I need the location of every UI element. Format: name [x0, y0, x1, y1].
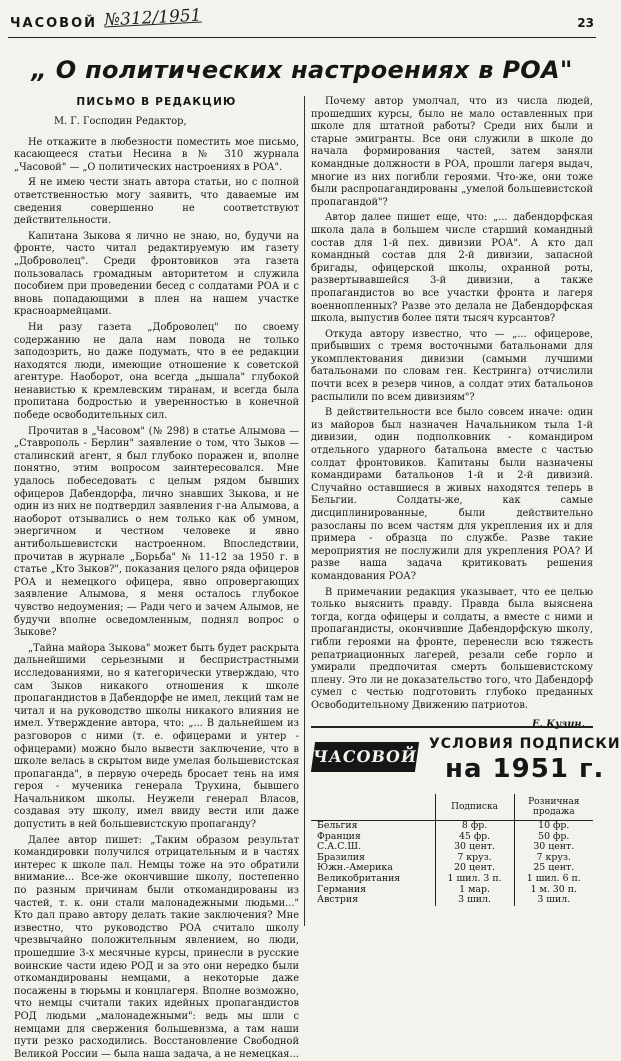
subscription-price-cell: 30 цент. — [435, 842, 514, 853]
publication-logo: ЧАСОВОЙ — [311, 742, 419, 772]
col-country-header — [311, 794, 435, 821]
letter-paragraph: Далее автор пишет: „Таким образом результат командировки получился отрицательным и в частях интерес к школе пал. Немцы тоже на это обратили внимание... Все-же окончившие школу, постепенно по разным причинам были откомандированы из частей, т. к. они стали малонадежными людьми..." Кто дал право автору делать такие заключения? Мне известно, что руководство РОА считало школу чрезвычайно положительным явлением, но люди, прошедшие 3-х месячные курсы, принесли в русские воинские части идею РОД и за это они нередко были откомандированы немцами, а некоторые даже посажены в тюрьмы и концлагеря. Вполне возможно, что немцы считали таких идейных пропагандистов РОД людьми „малонадежными": ведь мы шли с немцами для свержения большевизма, а там наши пути резко расходились. Восстановление Свободной Великой России — была наша задача, а не немецкая... — [14, 834, 299, 1060]
letter-column-right — [311, 96, 593, 730]
letter-paragraph: Почему автор умолчал, что из числа людей, прошедших курсы, было не мало оставленных при школе для штатной работы? Среди них были и старые эмигранты. Все они служили в школе до начала формирования частей, затем заняли командные должности в РОА, прошли лагеря выдач, многие из них погибли героями. Что-же, они тоже были распропагандированы „умелой большевистской пропагандой"? — [311, 96, 593, 208]
country-cell: Южн.-Америка — [317, 862, 393, 874]
page-number: 23 — [577, 16, 594, 30]
subscription-price-cell: 45 фр. — [435, 832, 514, 843]
country-cell: С.А.С.Ш. — [317, 841, 362, 853]
col-subscription-header: Подписка — [435, 794, 514, 821]
letter-paragraph: Ни разу газета „Доброволец" по своему содержанию не дала нам повода не только заподозрить, но даже подумать, что в ее редакции находятся люди, имеющие отношение к советской агентуре. Наоборот, она всегда „дышала" глубокой ненавистью к кремлевским тиранам, и всегда была пропитана бодростью и уверенностью в конечной победе освободительных сил. — [14, 321, 299, 422]
subscription-price-cell: 20 цент. — [435, 863, 514, 874]
letter-heading: ПИСЬМО В РЕДАКЦИЮ — [76, 96, 237, 108]
retail-price-cell: 7 круз. — [514, 853, 593, 864]
subscription-rows — [311, 821, 593, 906]
subscription-price-cell: 8 фр. — [435, 821, 514, 832]
letter-paragraph: В действительности все было совсем иначе: один из майоров был назначен Начальником тыла 1-й дивизии, один подполковник - командиром отдельного ударного батальона вместе с частью солдат фронтовиков. Капитаны были назначены командирами батальонов 1-й и 2-й дивизий. Случайно оставшиеся в живых находятся теперь в Бельгии. Солдаты-же, как самые дисциплинированные, были действительно разосланы по всем частям для укрепления их и для примера - образца по службе. Разве такие мероприятия не послужили для укрепления РОА? И разве наша задача критиковать решения командования РОА? — [311, 407, 593, 582]
subscription-price-cell: 7 круз. — [435, 853, 514, 864]
letter-paragraph: В примечании редакция указывает, что ее целью только выяснить правду. Правда была выяснена тогда, когда офицеры и солдаты, а вместе с ними и пропагандисты, окончившие Дабендорфскую школу, гибли героями на фронте, перенесли всю тяжесть репатриационных лагерей, резали себе горло и умирали предпочитая смерть большевистскому плену. Это ли не доказательство того, что Дабендорф сумел с честью подготовить глубоко преданных Освободительному Движению патриотов. — [311, 586, 593, 711]
column-divider — [304, 96, 305, 926]
letter-paragraph: „Тайна майора Зыкова" может быть будет раскрыта дальнейшими серьезными и беспристрастными исследованиями, но я категорически утверждаю, что сам Зыков никакого отношения к школе пропагандистов в Дабендорфе не имел, лекций там не читал и на руководство школы никакого влияния не имел. Утверждение автора, что: „... В дальнейшем из разговоров с ними (т. е. офицерами и унтер - офицерами) можно было вывести заключение, что в школе велась в скрытом виде умелая большевистская пропаганда", в первую очередь бросает тень на имя героя - мученика генерала Трухина, бывшего Начальником школы. Неужели генерал Власов, создавая эту школу, имел ввиду вести или даже допустить в ней большевистскую пропаганду? — [14, 642, 299, 831]
country-cell: Германия — [317, 883, 367, 895]
subscription-row — [311, 895, 593, 906]
page-header — [8, 5, 596, 38]
handwritten-note: №312/1951 — [103, 5, 202, 31]
retail-price-cell: 3 шил. — [514, 895, 593, 906]
letter-salutation: М. Г. Господин Редактор, — [54, 116, 187, 127]
subscription-row — [311, 874, 593, 885]
retail-price-cell: 1 м. 30 п. — [514, 885, 593, 896]
col-retail-header: Розничная продажа — [514, 794, 593, 821]
retail-price-cell: 30 цент. — [514, 842, 593, 853]
country-cell: Австрия — [317, 894, 358, 906]
subscription-price-cell: 1 мар. — [435, 885, 514, 896]
letter-paragraph: Я не имею чести знать автора статьи, но с полной ответственностью могу заявить, что даваемые им сведения совершенно не соответствуют действительности. — [14, 177, 299, 227]
letter-paragraph: Прочитав в „Часовом" (№ 298) в статье Алымова — „Ставрополь - Берлин" заявление о том, что Зыков — сталинский агент, я был глубоко поражен и, вполне понятно, этим вопросом заинтересовался. Мне удалось побеседовать с целым рядом бывших офицеров Дабендорфа, лично знавших Зыкова, и не один из них не подтвердил заявления г-на Алымова, а наоборот отзывались о нем только как об умном, энергичном и честном человеке и явно антибольшевистски настроенном. Впоследствии, прочитав в журнале „Борьба" № 11-12 за 1950 г. в статье „Кто Зыков?", показания целого ряда офицеров РОА и немецкого офицера, явно опровергающих заявление Алымова, я меня осталось глубокое чувство недоумения; — Ради чего и зачем Алымов, не будучи вполне осведомленным, поднял вопрос о Зыкове? — [14, 425, 299, 639]
retail-price-cell: 25 цент. — [514, 863, 593, 874]
subscription-year: на 1951 г. — [445, 754, 605, 784]
letter-paragraph: Откуда автору известно, что — „... офицерове, прибывших с тремя восточными батальонами для укомплектования дивизии (самыми лучшими батальонами по словам ген. Кестринга) отчислили почти всех в резерв чинов, а солдат этих батальонов распылили по всем дивизиям"? — [311, 328, 593, 403]
subscription-box — [311, 726, 621, 928]
header-divider — [8, 37, 596, 38]
country-cell: Франция — [317, 830, 361, 842]
publication-name: ЧАСОВОЙ — [10, 16, 97, 31]
letter-paragraph: Автор далее пишет еще, что: „... дабендорфская школа дала в большем числе старший командный состав для 1-й пех. дивизии РОА". А кто дал командный состав для 2-й дивизии, запасной бригады, офицерской школы, охранной роты, развертывавшейся 3-й дивизии, а также пропагандистов во все участки фронта и лагеря военнопленных? Разве это делала не Дабендорфская школа, выпустив более пяти тысяч курсантов? — [311, 212, 593, 325]
country-cell: Бельгия — [317, 820, 358, 831]
letter-paragraph: Не откажите в любезности поместить мое письмо, касающееся статьи Несина в № 310 журнала „Часовой" — „О политических настроениях в РОА". — [14, 136, 299, 173]
retail-price-cell: 10 фр. — [514, 821, 593, 832]
subscription-title: УСЛОВИЯ ПОДПИСКИ — [429, 736, 621, 752]
retail-price-cell: 1 шил. 6 п. — [514, 874, 593, 885]
subscription-table — [311, 794, 593, 906]
retail-price-cell: 50 фр. — [514, 832, 593, 843]
subscription-price-cell: 3 шил. — [435, 895, 514, 906]
country-cell: Бразилия — [317, 851, 365, 863]
article-title: „ О политических настроениях в РОА" — [31, 56, 573, 84]
subscription-header-row — [311, 794, 593, 821]
letter-paragraph: Капитана Зыкова я лично не знаю, но, будучи на фронте, часто читал редактируемую им газету „Доброволец". Среди фронтовиков эта газета пользовалась громадным авторитетом и служила пособием при проведении бесед с солдатами РОА и с вновь попадающими в плен на нашем участке красноармейцами. — [14, 230, 299, 318]
subscription-price-cell: 1 шил. 3 п. — [435, 874, 514, 885]
country-cell: Великобритания — [317, 872, 401, 884]
subscription-row — [311, 821, 593, 832]
letter-signature: Е. Кузин. — [532, 718, 585, 730]
letter-column-left — [14, 96, 299, 1060]
